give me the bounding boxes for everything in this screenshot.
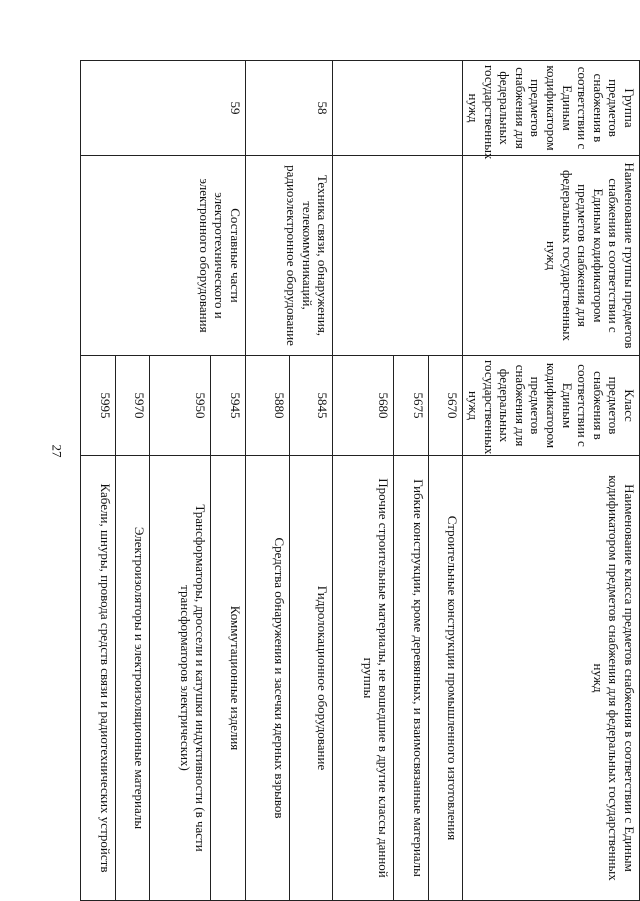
class-name-cell: Средства обнаружения и засечки ядерных взрывов	[246, 456, 290, 901]
class-name-cell: Гибкие конструкции, кроме деревянных, и взаимосвязанные материалы	[394, 456, 429, 901]
table-row	[289, 61, 333, 901]
class-cell: 5950	[150, 356, 211, 456]
class-cell: 5845	[289, 356, 333, 456]
class-name-cell: Прочие строительные материалы, не вошедшие в другие классы данной группы	[333, 456, 394, 901]
group-name-cell: Составные части электротехнического и электронного оборудования	[81, 156, 246, 356]
table-header-row	[463, 61, 640, 901]
page-number: 27	[49, 444, 65, 458]
group-name-cell-continued	[333, 156, 463, 356]
class-name-cell: Трансформаторы, дроссели и катушки индуктивности (в части трансформаторов электрических)	[150, 456, 211, 901]
group-cell-continued	[333, 61, 463, 156]
header-class: Класс предметов снабжения в соответствии с Единым кодификатором предметов снабжения для федеральных государственных нужд	[463, 356, 640, 456]
table-row	[428, 61, 463, 901]
group-cell: 59	[81, 61, 246, 156]
table-row	[211, 61, 246, 901]
class-cell: 5670	[428, 356, 463, 456]
class-name-cell: Кабели, шнуры, провода средств связи и радиотехнических устройств	[81, 456, 116, 901]
class-cell: 5945	[211, 356, 246, 456]
class-cell: 5680	[333, 356, 394, 456]
rotated-table-wrapper	[80, 60, 640, 900]
header-group-name: Наименование группы предметов снабжения в соответствии с Единым кодификатором предметов снабжения для федеральных государственных нужд	[463, 156, 640, 356]
group-cell: 58	[246, 61, 333, 156]
class-name-cell: Строительные конструкции промышленного изготовления	[428, 456, 463, 901]
class-cell: 5880	[246, 356, 290, 456]
class-cell: 5995	[81, 356, 116, 456]
class-name-cell: Электроизоляторы и электроизоляционные материалы	[115, 456, 150, 901]
header-class-name: Наименование класса предметов снабжения в соответствии с Единым кодификатором предметов снабжения для федеральных государственных нужд	[463, 456, 640, 901]
supply-classes-table	[80, 60, 640, 901]
class-name-cell: Коммутационные изделия	[211, 456, 246, 901]
header-group: Группа предметов снабжения в соответствии с Единым кодификатором предметов снабжения для федеральных государственных нужд	[463, 61, 640, 156]
class-name-cell: Гидролокационное оборудование	[289, 456, 333, 901]
class-cell: 5970	[115, 356, 150, 456]
class-cell: 5675	[394, 356, 429, 456]
group-name-cell: Техника связи, обнаружения, телекоммуникаций, радиоэлектронное оборудование	[246, 156, 333, 356]
